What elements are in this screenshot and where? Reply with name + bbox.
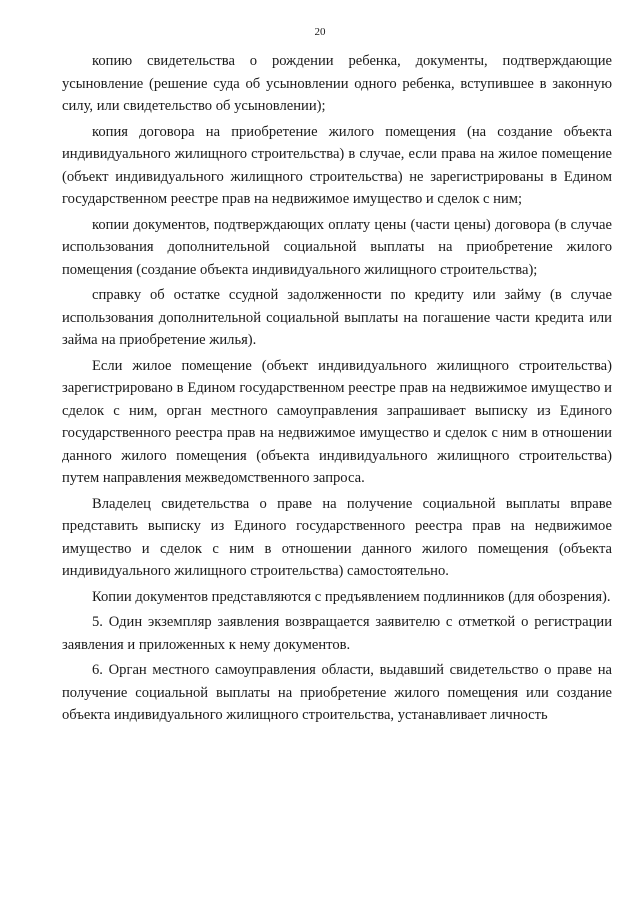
page-number: 20 (314, 26, 326, 38)
paragraph-birth-certificate: копию свидетельства о рождении ребенка, документы, подтверждающие усыновление (решение суда об усыновлении одного ребенка, вступившее в законную силу, или свидетельство об усыновлении); (62, 53, 612, 114)
paragraph-item-5: 5. Один экземпляр заявления возвращается заявителю с отметкой о регистрации заявления и приложенных к нему документов. (62, 614, 612, 653)
paragraph-purchase-contract: копия договора на приобретение жилого помещения (на создание объекта индивидуального жилищного строительства) в случае, если права на жилое помещение (объект индивидуального жилищного строительства) не зарегистрированы в Едином государственном реестре прав на недвижимое имущество и сделок с ним; (62, 123, 612, 207)
paragraph-loan-balance: справку об остатке ссудной задолженности по кредиту или займу (в случае использования дополнительной социальной выплаты на погашение части кредита или займа на приобретение жилья). (62, 287, 612, 348)
paragraph-owner-extract: Владелец свидетельства о праве на получение социальной выплаты вправе представить выписку из Единого государственного реестра прав на недвижимое имущество и сделок с ним в отношении данного жилого помещения (объекта индивидуального жилищного строительства) самостоятельно. (62, 495, 612, 579)
paragraph-registry-request: Если жилое помещение (объект индивидуального жилищного строительства) зарегистрировано в Едином государственном реестре прав на недвижимое имущество и сделок с ним, орган местного самоуправления запрашивает выписку из Единого государственного реестра прав на недвижимое имущество и сделок с ним в отношении данного жилого помещения (объекта индивидуального жилищного строительства) путем направления межведомственного запроса. (62, 357, 612, 486)
paragraph-payment-documents: копии документов, подтверждающих оплату цены (части цены) договора (в случае использования дополнительной социальной выплаты на приобретение жилого помещения (создание объекта индивидуального жилищного строительства); (62, 216, 612, 278)
paragraph-copies-originals: Копии документов представляются с предъявлением подлинников (для обозрения). (92, 588, 611, 605)
document-body (62, 50, 612, 727)
paragraph-item-6: 6. Орган местного самоуправления области, выдавший свидетельство о праве на получение социальной выплаты на приобретение жилого помещения или создание объекта индивидуального жилищного строительства, устанавливает личность (62, 662, 612, 723)
